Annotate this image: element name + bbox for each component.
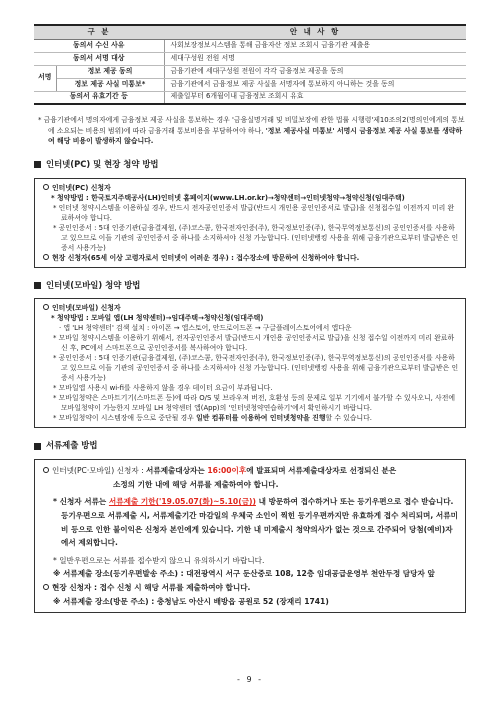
pc-applicant-text: 인터넷(PC) 신청자 (52, 183, 111, 192)
online-applicant-docs (43, 464, 459, 478)
row-label: 정보 제공 동의 (56, 65, 164, 78)
section-documents-box (34, 459, 466, 614)
table-row (34, 65, 466, 78)
circle-bullet-icon (43, 254, 49, 260)
fallback-tail: 할 수 있습니다. (325, 414, 372, 423)
table-header-row (34, 25, 466, 39)
row-label: 정보 제공 사실 미통보* (56, 78, 164, 91)
fee-note (34, 115, 466, 147)
pc-cert-note: * 인터넷 청약시스템을 이용하실 경우, 반드시 전자공인인증서 발급(반드시 개인용 공인인증서로 발급)을 신청접수일 이전까지 미리 완료하셔야 합니다. (53, 203, 455, 222)
docs-target-tail: 에 발표되며 서류제출대상자로 선정되신 분은 (246, 465, 397, 475)
table-row (34, 52, 466, 65)
docs-deadline-line: 소정의 기한 내에 해당 서류를 제출하여야 합니다. (113, 479, 279, 489)
section-documents-title (34, 440, 466, 452)
fallback-emphasis: 일반 컴퓨터를 이용하여 인터넷청약을 진행 (196, 414, 326, 423)
signature-group-label: 서명 (34, 65, 56, 91)
row-label: 동의서 유효기간 등 (34, 91, 164, 104)
circle-bullet-icon (43, 304, 49, 310)
circle-bullet-icon (43, 467, 49, 473)
announce-time: 16:00이후 (207, 465, 247, 475)
square-bullet-icon (34, 443, 41, 450)
mobile-fallback-note (43, 413, 459, 423)
visit-address: ※ 서류제출 장소(방문 주소) : 충청남도 아산시 배방읍 공원로 52 (장재리 1741) (53, 596, 329, 606)
mobile-compat-note: * 모바일청약은 스마트기기(스마트폰 등)에 따라 O/S 및 브라우져 버전, 호환성 등의 문제로 일부 기기에서 불가할 수 있사오니, 사전에 모바일청약이 가능한지 모바일 LH 청약센터 앱(App)의 '인터넷청약연습하기'에서 확인하시기 바랍니다. (53, 394, 456, 413)
fee-note-text: * 금융기관에서 명의자에게 금융정보 제공 사실을 통보하는 경우 '금융실명거래 및 비밀보장에 관한 법률 시행령'제10조의2(명의인에게의 통보에 소요되는 비용의 범위)에 따라 금융거래 통보비용을 부담하여야 하나, (38, 116, 465, 135)
table-header-category: 구 분 (34, 25, 164, 39)
mobile-wifi-note: * 모바일앱 사용시 wi-fi를 사용하지 않을 경우 데이터 요금이 부과됩니다. (53, 384, 273, 393)
pc-cert-agencies: * 공인인증서 : 5대 인증기관(금융결제원, (주)코스콤, 한국전자인증(주), 한국정보인증(주), 한국무역정보통신)의 공인인증서를 사용하고 있으므로 이들 기관의 공인인증서 중 하나를 소지하셔야 신청 가능합니다. (인터넷뱅킹 사용을 위해 금융기관으로부터 발급받은 인증서 사용가능) (53, 223, 459, 252)
submission-deadline: 서류제출 기한('19.05.07(화)~5.10(금)) (108, 497, 256, 507)
table-header-guide: 안 내 사 항 (164, 25, 466, 39)
circle-bullet-icon (43, 584, 49, 590)
section-pc-title (34, 159, 466, 171)
mobile-app-install: · 앱 'LH 청약센터' 검색 설치 : 아이폰 → 앱스토어, 안드로이드폰 → 구글플레이스토어에서 앱다운 (59, 324, 352, 333)
section-title-text: 인터넷(PC) 및 현장 청약 방법 (46, 159, 159, 170)
onsite-applicant (43, 253, 459, 263)
section-title-text: 서류제출 방법 (46, 440, 98, 451)
row-value: 금융기관에 세대구성원 전원이 각각 금융정보 제공을 동의 (164, 65, 466, 78)
row-value: 금융기관에서 금융정보 제공 사실을 서명자에 통보하지 아니하는 것을 동의 (164, 78, 466, 91)
fee-note-emphasis: '정보 제공사실 미통보' 서명시 금융정보 제공 사실 통보를 생략하여 해당 비용이 발생하지 않습니다. (48, 126, 463, 146)
submission-lead: * 신청자 서류는 (53, 497, 109, 507)
mail-address: ※ 서류제출 장소(등기우편발송 주소) : 대전광역시 서구 둔산중로 108, 12층 임대공급운영부 천안두정 담당자 앞 (53, 569, 435, 579)
page-number: - 9 - (237, 674, 263, 684)
submission-body: 내 방문하여 접수하거나 또는 등기우편으로 접수 받습니다. 등기우편으로 서류제출 시, 서류제출기간 마감일의 우체국 소인이 찍힌 등기우편까지만 유효하게 접수 처리되며, 서류미비 등으로 인한 불이익은 신청자 본인에게 있습니다. 기한 내 미제출시 청약의사가 없는 것으로 간주되어 당첨(예비)자에서 제외합니다. (61, 497, 458, 548)
mobile-cert-note: * 모바일 청약시스템을 이용하기 위해서, 전자공인인증서 발급(반드시 개인용 공인인증서로 발급)을 신청 접수일 이전까지 미리 완료하신 후, PC에서 스마트폰으로 공인인증서를 복사하여야 합니다. (53, 334, 455, 353)
consent-info-table (34, 24, 466, 105)
row-value: 세대구성원 전원 서명 (164, 52, 466, 65)
fallback-text: * 모바일청약이 시스템장애 등으로 중단될 경우 (53, 414, 197, 423)
mobile-cert-agencies: * 공인인증서 : 5대 인증기관(금융결제원, (주)코스콤, 한국전자인증(주), 한국정보인증(주), 한국무역정보통신)의 공인인증서를 사용하고 있으므로 이들 기관의 공인인증서 중 하나를 소지하셔야 신청 가능합니다. (인터넷뱅킹 사용을 위해 금융기관으로부터 발급받은 인증서 사용가능) (53, 354, 459, 383)
onsite-applicant-text: 현장 신청자(65세 이상 고령자로서 인터넷이 어려운 경우) : 접수장소에 방문하여 신청하여야 합니다. (52, 253, 360, 262)
square-bullet-icon (34, 161, 41, 168)
table-row (34, 39, 466, 52)
row-value: 사회보장정보시스템을 통해 금융자산 정보 조회시 금융기관 제출용 (164, 39, 466, 52)
section-mobile-title (34, 280, 466, 292)
section-pc-box (34, 178, 466, 268)
onsite-docs (43, 581, 459, 595)
mail-warning: * 일반우편으로는 서류를 접수받지 않으니 유의하시기 바랍니다. (53, 555, 265, 565)
onsite-docs-text: 현장 신청자 : 접수 신청 시 해당 서류를 제출하여야 합니다. (52, 583, 251, 593)
square-bullet-icon (34, 282, 41, 289)
online-applicant-label: 인터넷(PC·모바일) 신청자 : (52, 465, 147, 475)
mobile-applicant-heading (43, 303, 459, 313)
pc-applicant-heading (43, 183, 459, 193)
row-label: 동의서 서명 대상 (34, 52, 164, 65)
table-row (34, 91, 466, 104)
circle-bullet-icon (43, 184, 49, 190)
section-title-text: 인터넷(모바일) 청약 방법 (46, 279, 141, 290)
pc-method: * 청약방법 : 한국토지주택공사(LH)인터넷 홈페이지(www.LH.or.kr)→청약센터→인터넷청약→청약신청(임대주택) (51, 193, 405, 202)
section-mobile-box (34, 298, 466, 428)
mobile-applicant-text: 인터넷(모바일) 신청자 (52, 304, 121, 313)
row-label: 동의서 수신 사유 (34, 39, 164, 52)
mobile-method: * 청약방법 : 모바일 앱(LH 청약센터)→임대주택→청약신청(임대주택) (51, 314, 264, 323)
docs-target-text: 서류제출대상자는 (146, 465, 208, 475)
row-value: 제출일부터 6개월이내 금융정보 조회시 유효 (164, 91, 466, 104)
table-row (34, 78, 466, 91)
docs-submission-note (43, 495, 459, 550)
